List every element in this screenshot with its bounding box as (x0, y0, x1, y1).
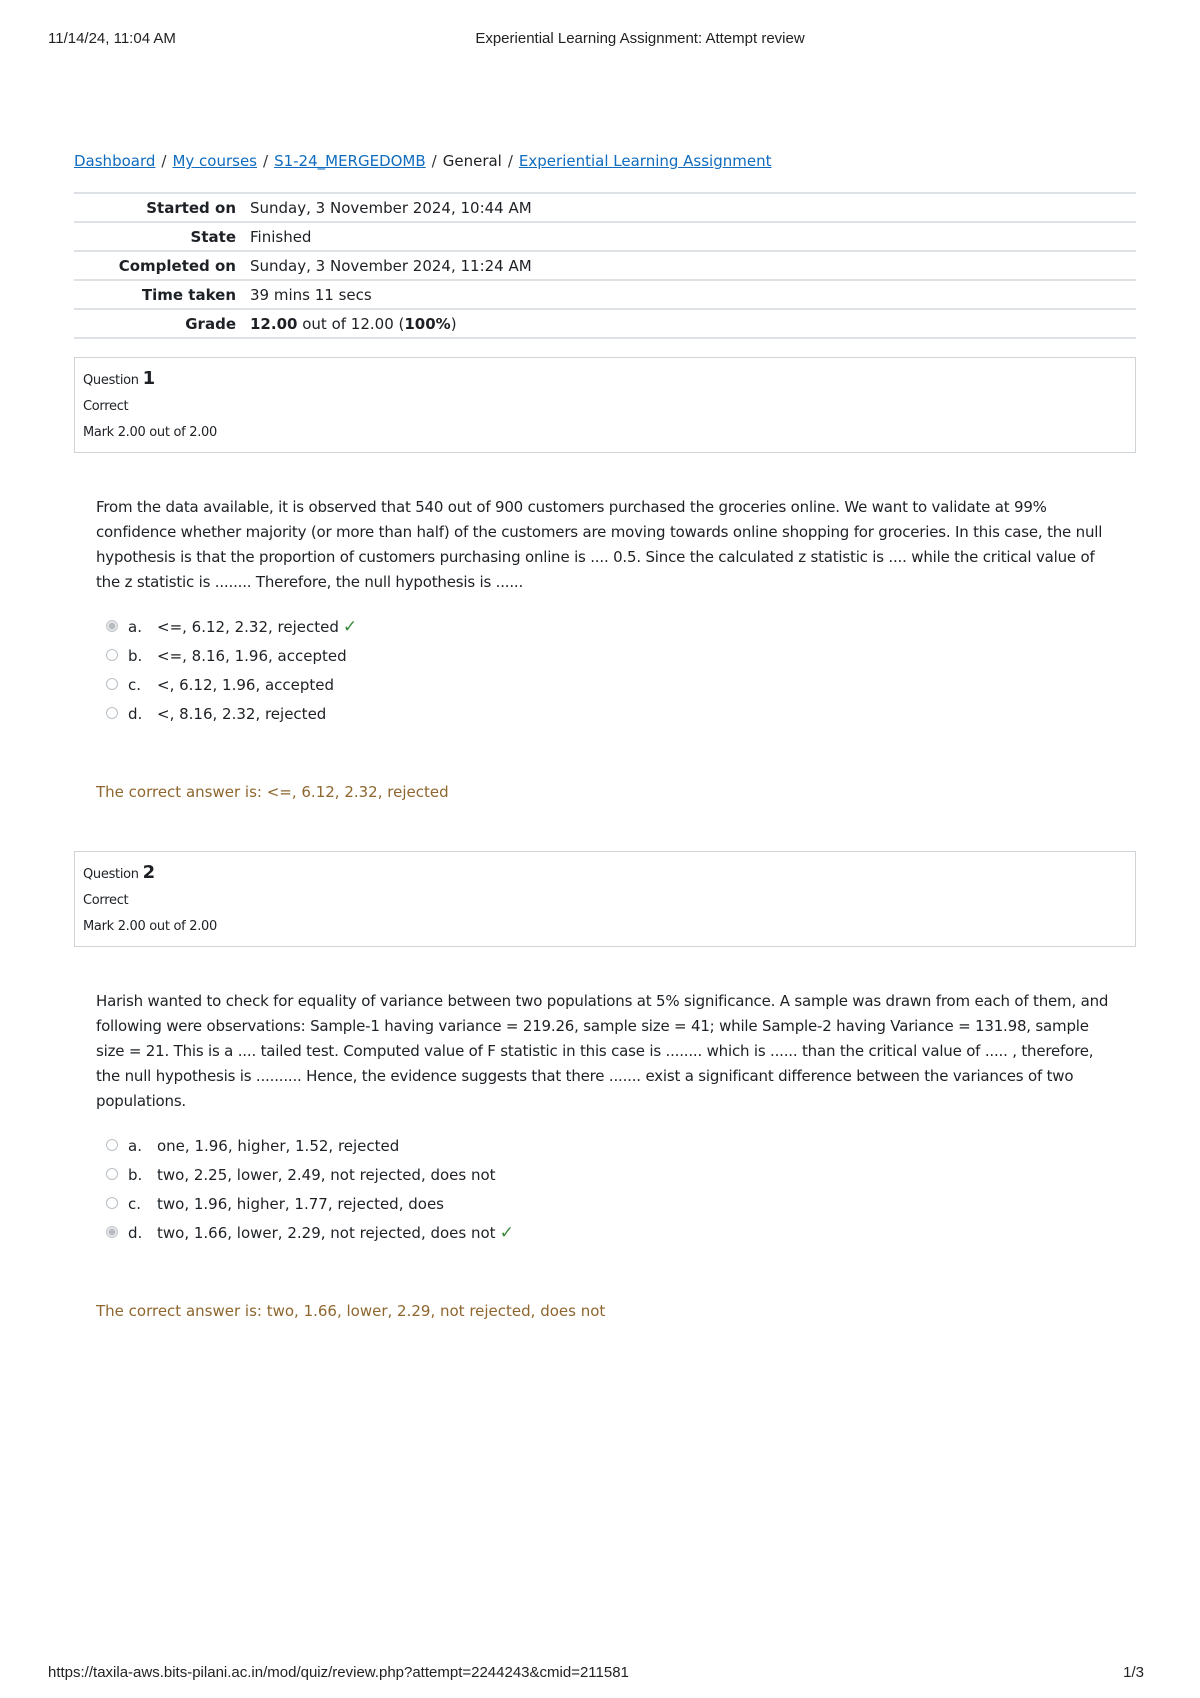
state-value: Finished (250, 227, 312, 246)
answer-option[interactable] (106, 700, 1136, 729)
started-on-value: Sunday, 3 November 2024, 10:44 AM (250, 198, 532, 217)
grade-percent: 100% (404, 314, 451, 333)
breadcrumb-course[interactable]: S1-24_MERGEDOMB (274, 152, 426, 170)
breadcrumb-dashboard[interactable]: Dashboard (74, 152, 156, 170)
question-label: Question (83, 867, 139, 882)
breadcrumb (74, 150, 1136, 172)
grade-score: 12.00 (250, 314, 298, 333)
question-2-answers (106, 1132, 1136, 1248)
answer-text: two, 1.96, higher, 1.77, rejected, does (157, 1195, 444, 1213)
radio-button-selected[interactable] (106, 620, 118, 632)
answer-option[interactable] (106, 1190, 1136, 1219)
answer-letter: a. (128, 618, 142, 636)
summary-row-state (74, 222, 1136, 251)
breadcrumb-separator: / (161, 152, 167, 170)
answer-letter: d. (128, 1224, 143, 1242)
answer-letter: c. (128, 1195, 142, 1213)
breadcrumb-separator: / (507, 152, 513, 170)
question-1-mark: Mark 2.00 out of 2.00 (83, 425, 217, 440)
summary-row-started (74, 193, 1136, 222)
answer-option[interactable] (106, 1219, 1136, 1248)
answer-letter: b. (128, 1166, 143, 1184)
grade-label: Grade (185, 314, 236, 333)
time-taken-value: 39 mins 11 secs (250, 285, 372, 304)
question-label: Question (83, 373, 139, 388)
grade-close: ) (450, 314, 457, 333)
radio-button-selected[interactable] (106, 1226, 118, 1238)
breadcrumb-assignment[interactable]: Experiential Learning Assignment (518, 152, 772, 170)
radio-button[interactable] (106, 1168, 118, 1180)
question-1-info (74, 357, 1136, 453)
radio-button[interactable] (106, 707, 118, 719)
radio-button[interactable] (106, 1139, 118, 1151)
print-datetime: 11/14/24, 11:04 AM (48, 30, 176, 47)
answer-text: <, 8.16, 2.32, rejected (157, 705, 327, 723)
answer-letter: a. (128, 1137, 142, 1155)
completed-on-label: Completed on (118, 256, 236, 275)
question-1-answers (106, 613, 1136, 729)
question-2-text: Harish wanted to check for equality of variance between two populations at 5% significance. A sample was drawn from each of them, and following were observations: Sample-1 having variance = 219.26, sample size = 41; while Sample-2 having Variance = 131.98, sample size = 21. This is a .... tailed test. Computed value of F statistic in this case is ........ which is ...... than the critical value of ..... , therefore, the null hypothesis is .......... Hence, the evidence suggests that there ....... exist a significant difference between the variances of two populations. (96, 992, 1109, 1110)
page-number: 1/3 (1123, 1664, 1144, 1681)
page-url: https://taxila-aws.bits-pilani.ac.in/mod/quiz/review.php?attempt=2244243&cmid=211581 (48, 1664, 629, 1681)
question-2-heading (83, 860, 1127, 888)
print-header (48, 30, 1152, 50)
answer-option[interactable] (106, 1161, 1136, 1190)
question-2-status: Correct (83, 893, 129, 908)
breadcrumb-separator: / (431, 152, 437, 170)
answer-option[interactable] (106, 613, 1136, 642)
completed-on-value: Sunday, 3 November 2024, 11:24 AM (250, 256, 532, 275)
summary-row-grade (74, 309, 1136, 338)
answer-text: <=, 6.12, 2.32, rejected (157, 618, 339, 636)
question-1-status: Correct (83, 399, 129, 414)
radio-button[interactable] (106, 649, 118, 661)
time-taken-label: Time taken (141, 285, 236, 304)
question-1-feedback: The correct answer is: <=, 6.12, 2.32, rejected (96, 783, 449, 801)
breadcrumb-section: General (442, 152, 502, 170)
question-number: 2 (142, 862, 155, 883)
answer-text: one, 1.96, higher, 1.52, rejected (157, 1137, 400, 1155)
started-on-label: Started on (146, 198, 236, 217)
answer-option[interactable] (106, 1132, 1136, 1161)
question-2-feedback: The correct answer is: two, 1.66, lower, 2.29, not rejected, does not (96, 1302, 606, 1320)
grade-out-of: out of 12.00 ( (302, 314, 405, 333)
print-footer (48, 1664, 1152, 1684)
answer-text: two, 2.25, lower, 2.49, not rejected, does not (157, 1166, 496, 1184)
summary-row-time (74, 280, 1136, 309)
grade-value (250, 309, 1136, 338)
question-number: 1 (142, 368, 155, 389)
breadcrumb-separator: / (263, 152, 269, 170)
answer-text: <=, 8.16, 1.96, accepted (157, 647, 347, 665)
radio-button[interactable] (106, 1197, 118, 1209)
question-2-mark: Mark 2.00 out of 2.00 (83, 919, 217, 934)
question-2-info (74, 851, 1136, 947)
answer-text: <, 6.12, 1.96, accepted (157, 676, 335, 694)
question-1-heading (83, 366, 1127, 394)
summary-row-completed (74, 251, 1136, 280)
attempt-summary-table (74, 192, 1136, 339)
answer-letter: c. (128, 676, 142, 694)
answer-option[interactable] (106, 671, 1136, 700)
answer-letter: d. (128, 705, 143, 723)
answer-option[interactable] (106, 642, 1136, 671)
check-icon: ✓ (499, 1223, 514, 1243)
check-icon: ✓ (342, 617, 358, 637)
state-label: State (190, 227, 236, 246)
answer-text: two, 1.66, lower, 2.29, not rejected, does not (157, 1224, 496, 1242)
radio-button[interactable] (106, 678, 118, 690)
breadcrumb-my-courses[interactable]: My courses (172, 152, 257, 170)
answer-letter: b. (128, 647, 143, 665)
main-content (74, 150, 1136, 1322)
question-1-text: From the data available, it is observed that 540 out of 900 customers purchased the groceries online. We want to validate at 99% confidence whether majority (or more than half) of the customers are moving towards online shopping for groceries. In this case, the null hypothesis is that the proportion of customers purchasing online is .... 0.5. Since the calculated z statistic is .... while the critical value of the z statistic is ........ Therefore, the null hypothesis is ...... (96, 498, 1103, 591)
print-title: Experiential Learning Assignment: Attempt review (475, 30, 805, 47)
